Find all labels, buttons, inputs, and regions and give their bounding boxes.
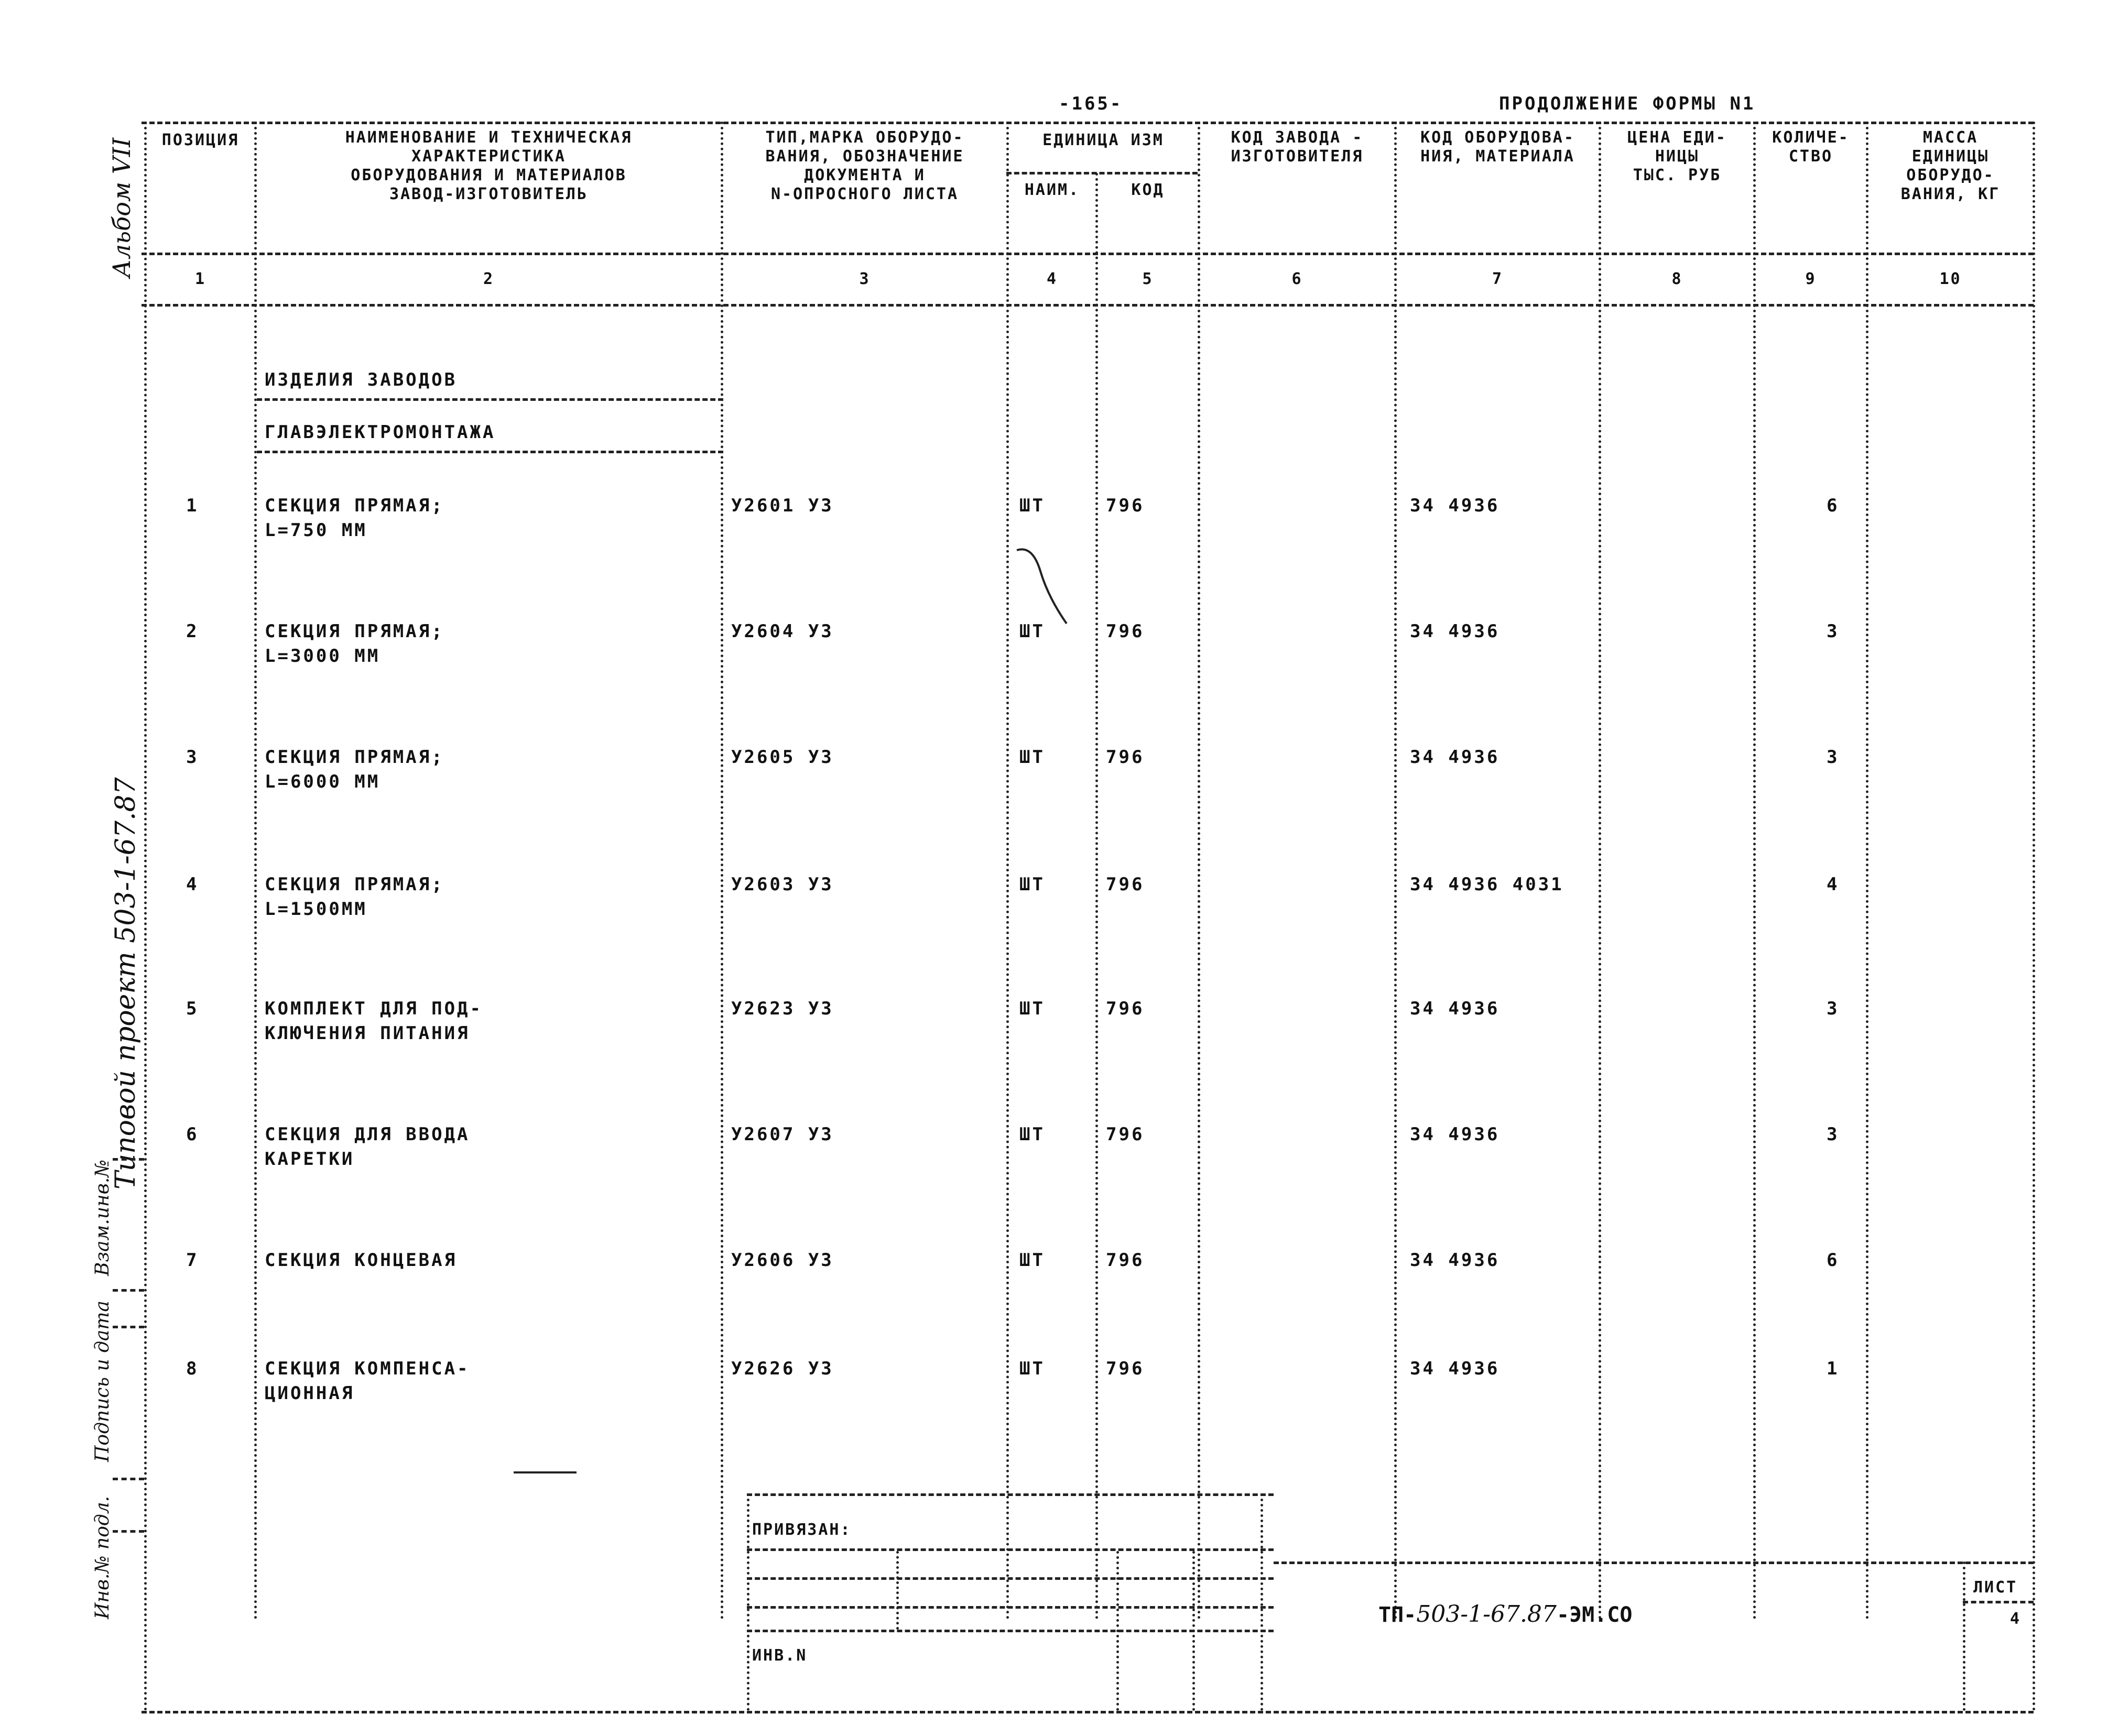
row-position: 3 xyxy=(186,747,199,768)
col-rule-7 xyxy=(1599,122,1601,1620)
margin-divider xyxy=(113,1326,144,1328)
row-unit: ШТ xyxy=(1019,621,1045,642)
header-mass xyxy=(1868,128,2033,204)
margin-divider xyxy=(113,1289,144,1292)
col-rule-2 xyxy=(721,122,723,1620)
row-name-line2: ЦИОННАЯ xyxy=(265,1383,355,1404)
header-text: ВАНИЯ, ОБОЗНАЧЕНИЕ xyxy=(765,147,964,166)
row-type: У2601 У3 xyxy=(731,495,834,516)
sheet-number: 4 xyxy=(2010,1610,2022,1628)
column-number: 7 xyxy=(1492,270,1504,288)
table-left-rule xyxy=(144,122,147,1712)
row-position: 7 xyxy=(186,1250,199,1271)
header-quantity xyxy=(1756,128,1866,166)
column-number: 4 xyxy=(1046,270,1058,288)
row-unit-code: 796 xyxy=(1106,874,1145,895)
row-position: 8 xyxy=(186,1358,199,1379)
row-unit: ШТ xyxy=(1019,495,1045,516)
sheet-label: ЛИСТ xyxy=(1973,1578,2018,1597)
row-unit-code: 796 xyxy=(1106,1250,1145,1271)
row-type: У2606 У3 xyxy=(731,1250,834,1271)
section-rule xyxy=(257,451,723,453)
row-unit-code: 796 xyxy=(1106,998,1145,1019)
row-quantity: 3 xyxy=(1827,1124,1840,1145)
row-type: У2607 У3 xyxy=(731,1124,834,1145)
column-number: 1 xyxy=(194,270,207,288)
unit-subheader-rule xyxy=(1006,172,1198,174)
header-text: N-ОПРОСНОГО ЛИСТА xyxy=(770,185,959,203)
row-name-line2: L=750 ММ xyxy=(265,520,367,541)
section-rule xyxy=(257,398,723,401)
row-name-line2: L=1500ММ xyxy=(265,899,367,920)
row-type: У2603 У3 xyxy=(731,874,834,895)
row-type: У2626 У3 xyxy=(731,1358,834,1379)
column-number: 5 xyxy=(1142,270,1154,288)
side-label-project: Типовой проект 503-1-67.87 xyxy=(110,777,142,1189)
stamp-rule xyxy=(1274,1562,2034,1564)
margin-divider xyxy=(113,1158,144,1161)
header-unit-name: НАИМ. xyxy=(1024,181,1080,199)
row-quantity: 4 xyxy=(1827,874,1840,895)
row-equipment-code: 34 4936 xyxy=(1410,1124,1500,1145)
stamp-rule xyxy=(747,1493,1274,1496)
stamp-rule xyxy=(1963,1601,2034,1603)
header-name xyxy=(257,128,721,204)
header-text: МАССА xyxy=(1922,128,1979,147)
pen-stroke xyxy=(514,1471,577,1473)
side-label-inv: Инв.№ подл. xyxy=(92,1495,113,1619)
header-text: СТВО xyxy=(1788,147,1833,166)
row-type: У2623 У3 xyxy=(731,998,834,1019)
pen-stroke xyxy=(1012,540,1074,629)
header-text: НИЦЫ xyxy=(1655,147,1700,166)
row-position: 1 xyxy=(186,495,199,516)
stamp-inv: ИНВ.N xyxy=(752,1646,808,1665)
header-text: ВАНИЯ, КГ xyxy=(1900,185,2001,203)
row-name-line1: КОМПЛЕКТ ДЛЯ ПОД- xyxy=(265,998,483,1019)
row-unit-code: 796 xyxy=(1106,747,1145,768)
col-rule-5 xyxy=(1198,122,1200,1620)
row-type: У2605 У3 xyxy=(731,747,834,768)
header-text: КОД ЗАВОДА - xyxy=(1231,128,1364,147)
header-text: ТИП,МАРКА ОБОРУДО- xyxy=(765,128,964,147)
row-equipment-code: 34 4936 4031 xyxy=(1410,874,1564,895)
section-title-line2: ГЛАВЭЛЕКТРОМОНТАЖА xyxy=(265,422,496,443)
column-number: 8 xyxy=(1671,270,1683,288)
row-quantity: 6 xyxy=(1827,495,1840,516)
row-position: 6 xyxy=(186,1124,199,1145)
document-code-prefix: ТП- xyxy=(1378,1603,1417,1627)
document-code xyxy=(1378,1601,1632,1628)
row-name-line2: L=6000 ММ xyxy=(265,771,381,792)
header-text: ИЗГОТОВИТЕЛЯ xyxy=(1231,147,1364,166)
header-text: КОД ОБОРУДОВА- xyxy=(1420,128,1575,147)
header-bottom-rule xyxy=(142,253,2034,255)
row-unit: ШТ xyxy=(1019,747,1045,768)
header-text: НИЯ, МАТЕРИАЛА xyxy=(1420,147,1575,166)
column-number-rule xyxy=(142,304,2034,307)
stamp-rule-v xyxy=(747,1493,749,1711)
header-text: ТЫС. РУБ xyxy=(1633,166,1722,184)
header-equipment-code xyxy=(1397,128,1599,166)
side-label-podpis: Подпись и дата xyxy=(92,1301,113,1462)
row-position: 4 xyxy=(186,874,199,895)
side-label-vzam: Взам.инв.№ xyxy=(92,1159,113,1276)
row-equipment-code: 34 4936 xyxy=(1410,495,1500,516)
row-name-line2: L=3000 ММ xyxy=(265,646,381,667)
header-price xyxy=(1601,128,1753,185)
row-unit: ШТ xyxy=(1019,998,1045,1019)
column-number: 2 xyxy=(483,270,495,288)
table-top-rule xyxy=(142,122,2034,124)
document-code-suffix: -ЭМ.СО xyxy=(1556,1603,1633,1627)
stamp-rule-v xyxy=(1261,1493,1263,1711)
row-unit: ШТ xyxy=(1019,1124,1045,1145)
document-code-number: 503-1-67.87 xyxy=(1416,1601,1557,1628)
header-text: ЕДИНИЦЫ xyxy=(1911,147,1990,166)
header-text: ПОЗИЦИЯ xyxy=(161,131,240,149)
table-bottom-rule xyxy=(142,1711,2034,1713)
header-text: ЗАВОД-ИЗГОТОВИТЕЛЬ xyxy=(389,185,589,203)
header-unit-code: КОД xyxy=(1131,181,1165,199)
row-quantity: 6 xyxy=(1827,1250,1840,1271)
col-rule-6 xyxy=(1394,122,1397,1620)
header-text: КОЛИЧЕ- xyxy=(1772,128,1850,147)
stamp-rule-v xyxy=(1963,1562,1965,1711)
header-text: НАИМЕНОВАНИЕ И ТЕХНИЧЕСКАЯ xyxy=(345,128,633,147)
margin-divider xyxy=(113,1530,144,1533)
header-factory-code xyxy=(1200,128,1394,166)
row-quantity: 1 xyxy=(1827,1358,1840,1379)
col-rule-9 xyxy=(1866,122,1868,1620)
header-text: ХАРАКТЕРИСТИКА xyxy=(411,147,566,166)
row-equipment-code: 34 4936 xyxy=(1410,1250,1500,1271)
header-text: ДОКУМЕНТА И xyxy=(804,166,926,184)
row-unit: ШТ xyxy=(1019,1250,1045,1271)
row-name-line1: СЕКЦИЯ ПРЯМАЯ; xyxy=(265,747,444,768)
row-name-line1: СЕКЦИЯ ПРЯМАЯ; xyxy=(265,621,444,642)
table-right-rule xyxy=(2033,122,2035,1712)
row-name-line1: СЕКЦИЯ КОНЦЕВАЯ xyxy=(265,1250,458,1271)
row-name-line1: СЕКЦИЯ ПРЯМАЯ; xyxy=(265,874,444,895)
header-position xyxy=(147,131,254,150)
header-unit: ЕДИНИЦА ИЗМ xyxy=(1042,131,1164,149)
row-name-line1: СЕКЦИЯ ДЛЯ ВВОДА xyxy=(265,1124,470,1145)
header-text: ОБОРУДО- xyxy=(1906,166,1995,184)
row-equipment-code: 34 4936 xyxy=(1410,998,1500,1019)
margin-divider xyxy=(113,1478,144,1480)
page-number: -165- xyxy=(1059,93,1123,114)
row-name-line2: КАРЕТКИ xyxy=(265,1149,355,1170)
row-type: У2604 У3 xyxy=(731,621,834,642)
row-quantity: 3 xyxy=(1827,998,1840,1019)
header-text: ОБОРУДОВАНИЯ И МАТЕРИАЛОВ xyxy=(351,166,627,184)
col-rule-4 xyxy=(1095,173,1098,1620)
header-text: ЦЕНА ЕДИ- xyxy=(1627,128,1727,147)
row-unit-code: 796 xyxy=(1106,621,1145,642)
row-unit: ШТ xyxy=(1019,1358,1045,1379)
continuation-caption: ПРОДОЛЖЕНИЕ ФОРМЫ N1 xyxy=(1499,93,1756,114)
row-position: 5 xyxy=(186,998,199,1019)
stamp-rule-v xyxy=(896,1551,899,1630)
row-name-line1: СЕКЦИЯ ПРЯМАЯ; xyxy=(265,495,444,516)
row-unit-code: 796 xyxy=(1106,1358,1145,1379)
row-unit-code: 796 xyxy=(1106,1124,1145,1145)
column-number: 10 xyxy=(1939,270,1962,288)
row-equipment-code: 34 4936 xyxy=(1410,1358,1500,1379)
col-rule-1 xyxy=(254,122,257,1620)
col-rule-8 xyxy=(1753,122,1756,1620)
stamp-privyazan: ПРИВЯЗАН: xyxy=(752,1521,852,1539)
row-quantity: 3 xyxy=(1827,621,1840,642)
stamp-rule-v xyxy=(1116,1551,1119,1711)
row-name-line2: КЛЮЧЕНИЯ ПИТАНИЯ xyxy=(265,1023,470,1044)
row-position: 2 xyxy=(186,621,199,642)
row-equipment-code: 34 4936 xyxy=(1410,747,1500,768)
column-number: 9 xyxy=(1805,270,1817,288)
row-quantity: 3 xyxy=(1827,747,1840,768)
column-number: 6 xyxy=(1291,270,1303,288)
row-unit: ШТ xyxy=(1019,874,1045,895)
row-name-line1: СЕКЦИЯ КОМПЕНСА- xyxy=(265,1358,470,1379)
col-rule-3 xyxy=(1006,122,1009,1620)
section-title-line1: ИЗДЕЛИЯ ЗАВОДОВ xyxy=(265,369,458,390)
stamp-rule-v xyxy=(1192,1551,1195,1711)
column-number: 3 xyxy=(859,270,871,288)
row-equipment-code: 34 4936 xyxy=(1410,621,1500,642)
side-label-album: Альбом VII xyxy=(107,137,136,278)
header-type xyxy=(723,128,1006,204)
row-unit-code: 796 xyxy=(1106,495,1145,516)
